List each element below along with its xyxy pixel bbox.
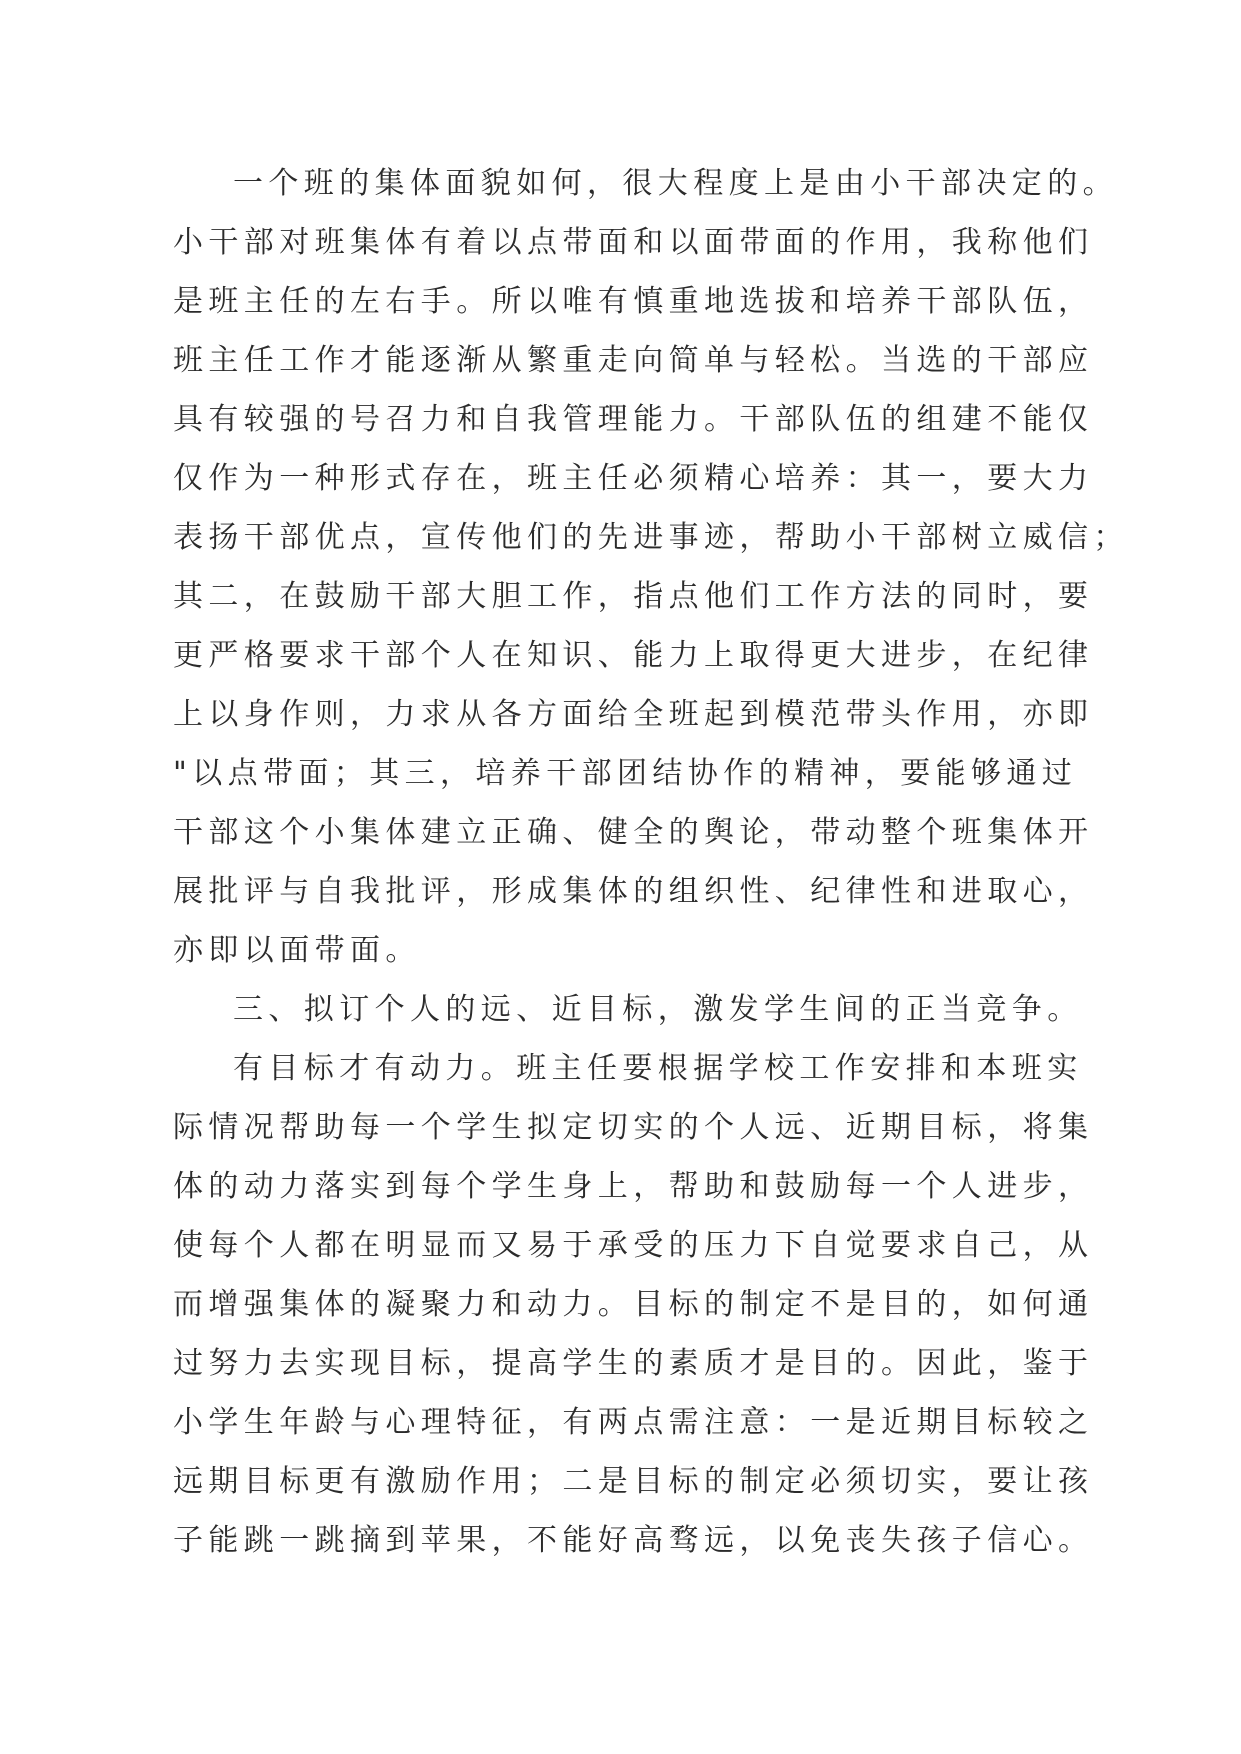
paragraph-2-line-4: 使每个人都在明显而又易于承受的压力下自觉要求自己，从	[173, 1228, 1094, 1263]
paragraph-1-line-4: 班主任工作才能逐渐从繁重走向简单与轻松。当选的干部应	[173, 343, 1094, 378]
paragraph-2-line-7: 小学生年龄与心理特征，有两点需注意：一是近期目标较之	[173, 1405, 1094, 1440]
paragraph-1-line-7: 表扬干部优点，宣传他们的先进事迹，帮助小干部树立威信；	[173, 520, 1129, 555]
paragraph-1-line-6: 仅作为一种形式存在，班主任必须精心培养：其一，要大力	[173, 461, 1094, 496]
paragraph-1-line-2: 小干部对班集体有着以点带面和以面带面的作用，我称他们	[173, 225, 1094, 260]
paragraph-2-line-5: 而增强集体的凝聚力和动力。目标的制定不是目的，如何通	[173, 1287, 1094, 1322]
paragraph-1-line-12: 干部这个小集体建立正确、健全的舆论，带动整个班集体开	[173, 815, 1094, 850]
paragraph-1-line-9: 更严格要求干部个人在知识、能力上取得更大进步，在纪律	[173, 638, 1094, 673]
paragraph-2-line-9: 子能跳一跳摘到苹果，不能好高骛远，以免丧失孩子信心。	[173, 1523, 1094, 1558]
paragraph-2-line-2: 际情况帮助每一个学生拟定切实的个人远、近期目标，将集	[173, 1110, 1094, 1145]
paragraph-2-line-3: 体的动力落实到每个学生身上，帮助和鼓励每一个人进步，	[173, 1169, 1094, 1204]
section-heading-3: 三、拟订个人的远、近目标，激发学生间的正当竞争。	[233, 992, 1083, 1027]
paragraph-1-line-10: 上以身作则，力求从各方面给全班起到模范带头作用，亦即	[173, 697, 1094, 732]
paragraph-1-line-8: 其二，在鼓励干部大胆工作，指点他们工作方法的同时，要	[173, 579, 1094, 614]
paragraph-1-line-1: 一个班的集体面貌如何，很大程度上是由小干部决定的。	[233, 166, 1118, 201]
paragraph-2-line-8: 远期目标更有激励作用；二是目标的制定必须切实，要让孩	[173, 1464, 1094, 1499]
paragraph-1-line-11: "以点带面；其三，培养干部团结协作的精神，要能够通过	[173, 756, 1078, 791]
paragraph-1-line-3: 是班主任的左右手。所以唯有慎重地选拔和培养干部队伍，	[173, 284, 1094, 319]
paragraph-1-line-5: 具有较强的号召力和自我管理能力。干部队伍的组建不能仅	[173, 402, 1094, 437]
paragraph-1-line-13: 展批评与自我批评，形成集体的组织性、纪律性和进取心，	[173, 874, 1094, 909]
paragraph-2-line-6: 过努力去实现目标，提高学生的素质才是目的。因此，鉴于	[173, 1346, 1094, 1381]
paragraph-2-line-1: 有目标才有动力。班主任要根据学校工作安排和本班实	[233, 1051, 1083, 1086]
paragraph-1-line-14: 亦即以面带面。	[173, 933, 421, 968]
